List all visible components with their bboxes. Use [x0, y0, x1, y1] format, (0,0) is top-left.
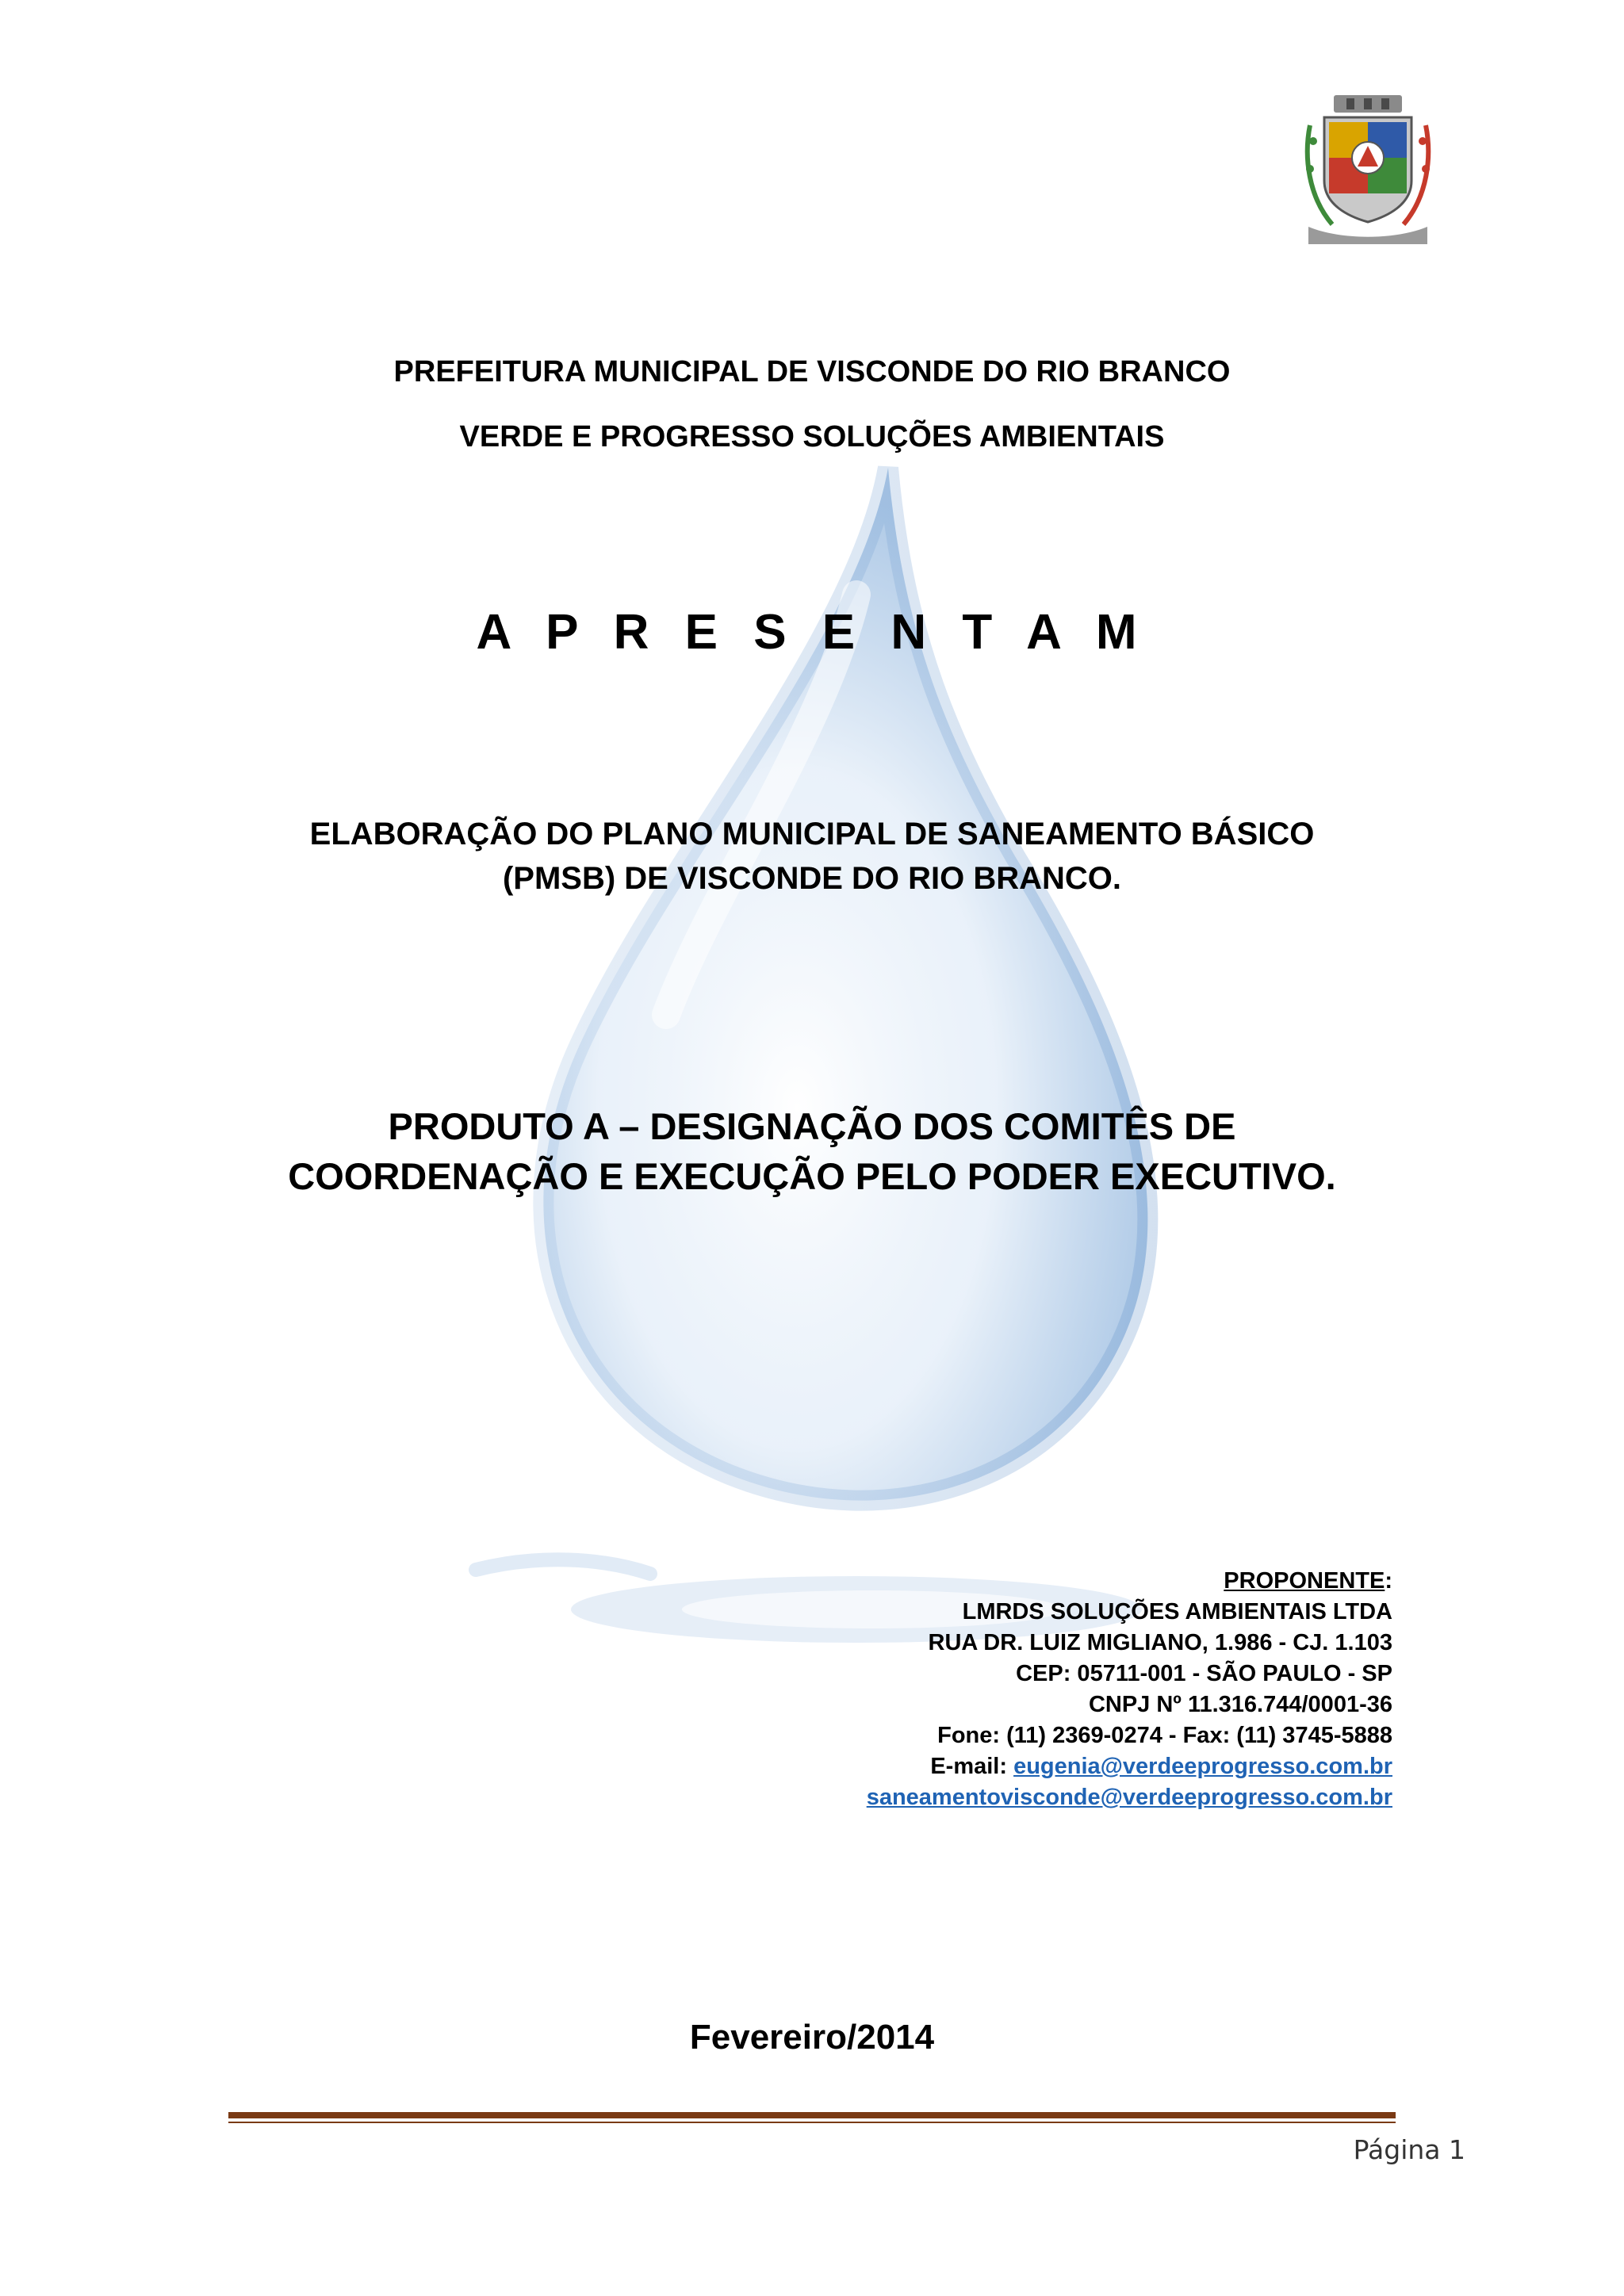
proponent-email-row — [679, 1751, 1392, 1782]
organization-name-line-1: PREFEITURA MUNICIPAL DE VISCONDE DO RIO BRANCO — [393, 355, 1231, 388]
proponent-address: RUA DR. LUIZ MIGLIANO, 1.986 - CJ. 1.103 — [928, 1630, 1392, 1655]
page-number: Página 1 — [1353, 2134, 1465, 2165]
proponent-heading-row — [679, 1566, 1392, 1597]
product-title-line-2: COORDENAÇÃO E EXECUÇÃO PELO PODER EXECUTIVO. — [288, 1155, 1336, 1197]
proponent-phone: Fone: (11) 2369-0274 - Fax: (11) 3745-5888 — [937, 1723, 1392, 1748]
footer-divider — [228, 2112, 1396, 2118]
proponent-email-row-2 — [679, 1782, 1392, 1813]
municipal-coat-of-arms-icon — [1300, 94, 1435, 248]
organization-name-line-2: VERDE E PROGRESSO SOLUÇÕES AMBIENTAIS — [459, 420, 1165, 453]
proponent-block — [679, 1566, 1392, 1813]
subject-line-2: (PMSB) DE VISCONDE DO RIO BRANCO. — [502, 861, 1122, 896]
proponent-cep: CEP: 05711-001 - SÃO PAULO - SP — [1016, 1661, 1392, 1686]
proponent-company: LMRDS SOLUÇÕES AMBIENTAIS LTDA — [962, 1599, 1392, 1624]
proponent-cnpj: CNPJ Nº 11.316.744/0001-36 — [1088, 1692, 1392, 1717]
proponent-heading: PROPONENTE — [1224, 1568, 1385, 1594]
email-label: E-mail: — [930, 1754, 1014, 1779]
subject-line-1: ELABORAÇÃO DO PLANO MUNICIPAL DE SANEAMENTO BÁSICO — [309, 817, 1315, 851]
proponent-heading-colon: : — [1385, 1568, 1392, 1594]
email-link-1[interactable]: eugenia@verdeeprogresso.com.br — [1013, 1754, 1392, 1779]
footer-divider-thin — [228, 2122, 1396, 2123]
email-link-2[interactable]: saneamentovisconde@verdeeprogresso.com.br — [866, 1785, 1392, 1810]
product-title-line-1: PRODUTO A – DESIGNAÇÃO DOS COMITÊS DE — [388, 1105, 1236, 1147]
document-date: Fevereiro/2014 — [689, 2018, 935, 2057]
presents-heading: A P R E S E N T A M — [476, 605, 1148, 660]
